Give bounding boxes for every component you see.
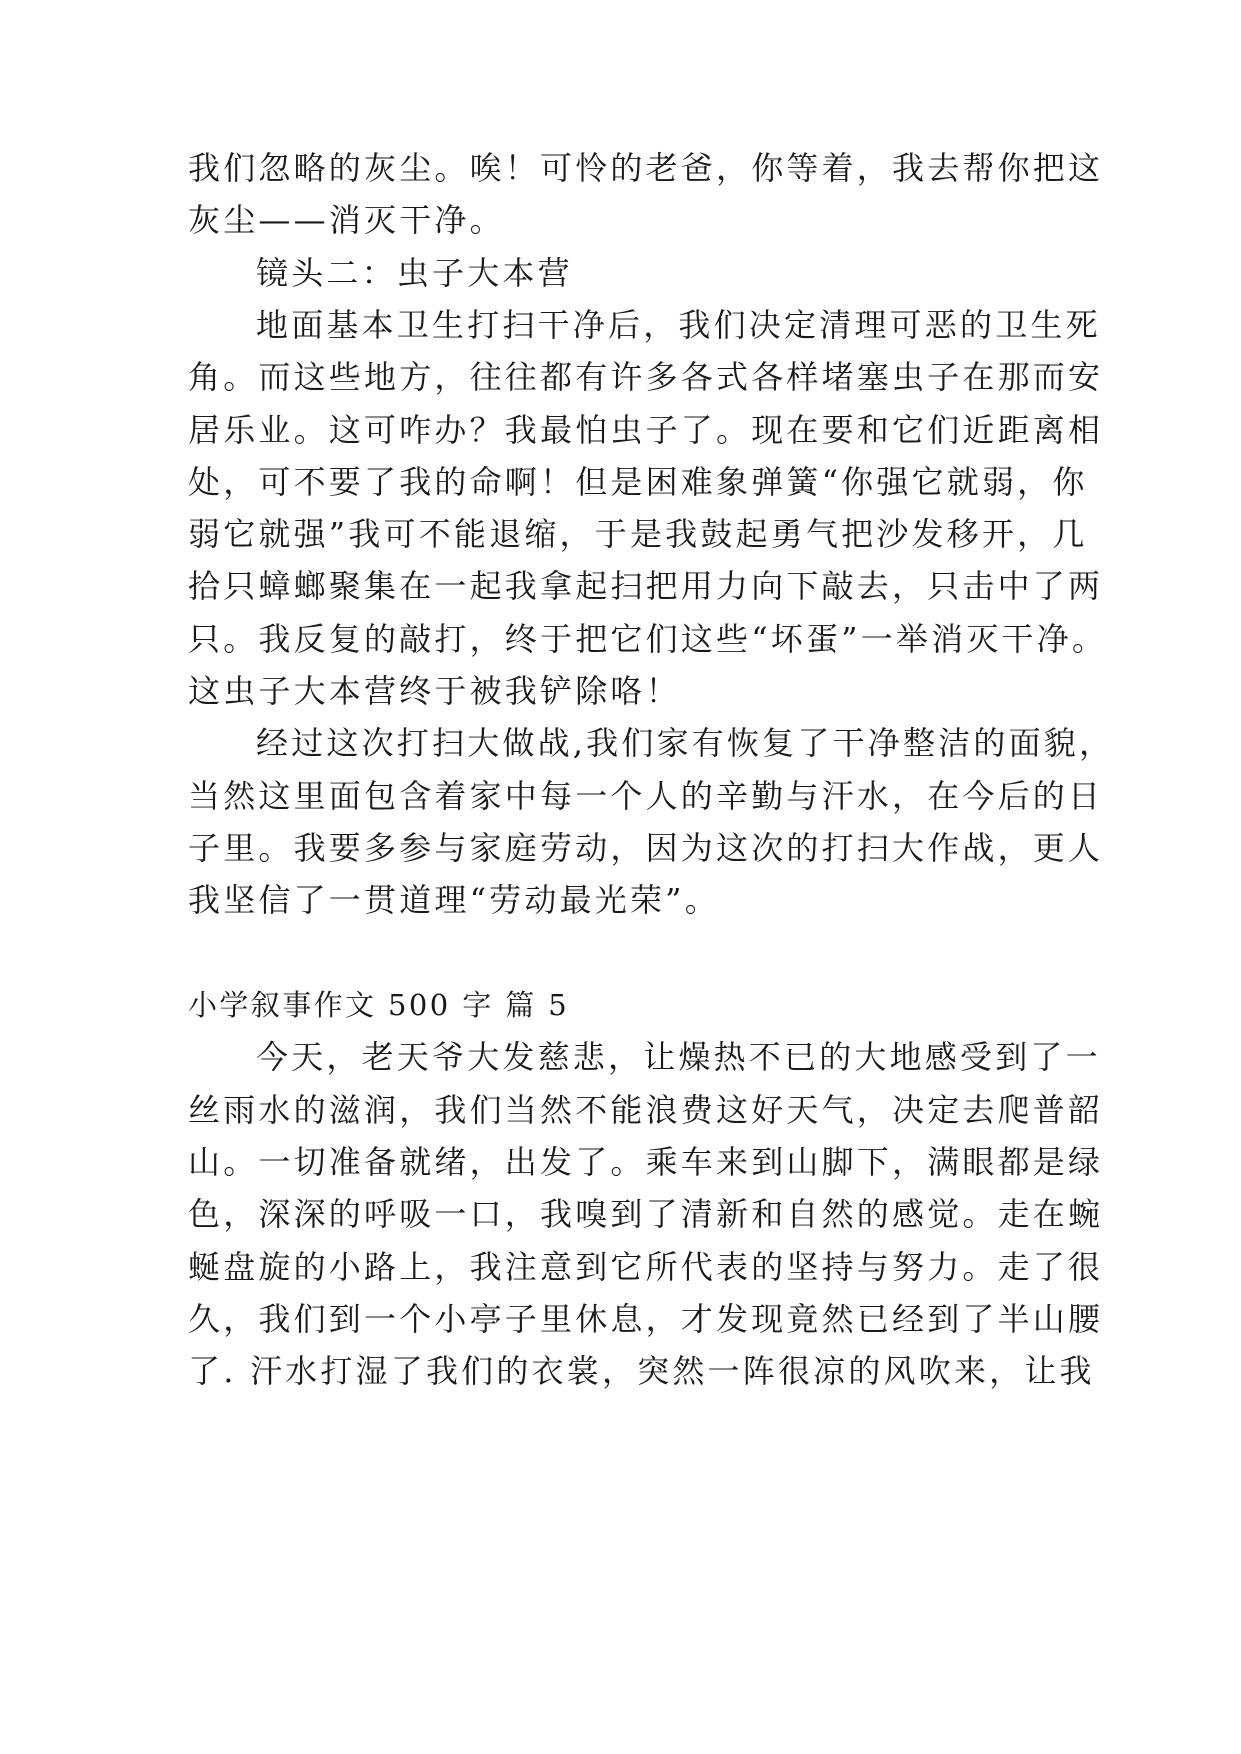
text-line: 丝雨水的滋润，我们当然不能浪费这好天气，决定去爬普韶 [188, 1091, 1104, 1129]
text-line: 拾只蟑螂聚集在一起我拿起扫把用力向下敲去，只击中了两 [188, 567, 1104, 605]
text-line: 灰尘——消灭干净。 [188, 201, 505, 239]
text-line: 我们忽略的灰尘。唉！可怜的老爸，你等着，我去帮你把这 [188, 149, 1104, 187]
text-line: 久，我们到一个小亭子里休息，才发现竟然已经到了半山腰 [188, 1300, 1104, 1338]
text-line: 我坚信了一贯道理“劳动最光荣”。 [188, 881, 720, 919]
text-line: 色，深深的呼吸一口，我嗅到了清新和自然的感觉。走在蜿 [188, 1195, 1104, 1233]
text-line: 只。我反复的敲打，终于把它们这些“坏蛋”一举消灭干净。 [188, 620, 1108, 658]
text-line: 弱它就强”我可不能退缩，于是我鼓起勇气把沙发移开，几 [188, 515, 1088, 553]
scene-heading: 镜头二：虫子大本营 [256, 254, 573, 292]
text-line: 当然这里面包含着家中每一个人的辛勤与汗水，在今后的日 [188, 777, 1104, 815]
text-line: 经过这次打扫大做战,我们家有恢复了干净整洁的面貌， [256, 724, 1115, 762]
text-line: 居乐业。这可咋办？我最怕虫子了。现在要和它们近距离相 [188, 411, 1104, 449]
text-line: 子里。我要多参与家庭劳动，因为这次的打扫大作战，更人 [188, 829, 1104, 867]
text-line: 处，可不要了我的命啊！但是困难象弹簧“你强它就弱，你 [188, 463, 1088, 501]
text-line: 这虫子大本营终于被我铲除咯！ [188, 672, 681, 710]
text-line: 了. 汗水打湿了我们的衣裳，突然一阵很凉的风吹来，让我 [188, 1352, 1095, 1390]
text-line: 角。而这些地方，往往都有许多各式各样堵塞虫子在那而安 [188, 358, 1104, 396]
text-line: 蜒盘旋的小路上，我注意到它所代表的坚持与努力。走了很 [188, 1248, 1104, 1286]
text-line: 地面基本卫生打扫干净后，我们决定清理可恶的卫生死 [256, 306, 1101, 344]
text-line: 山。一切准备就绪，出发了。乘车来到山脚下，满眼都是绿 [188, 1143, 1104, 1181]
text-line: 今天，老天爷大发慈悲，让燥热不已的大地感受到了一 [256, 1038, 1101, 1076]
section-title: 小学叙事作文 500 字 篇 5 [188, 988, 570, 1022]
